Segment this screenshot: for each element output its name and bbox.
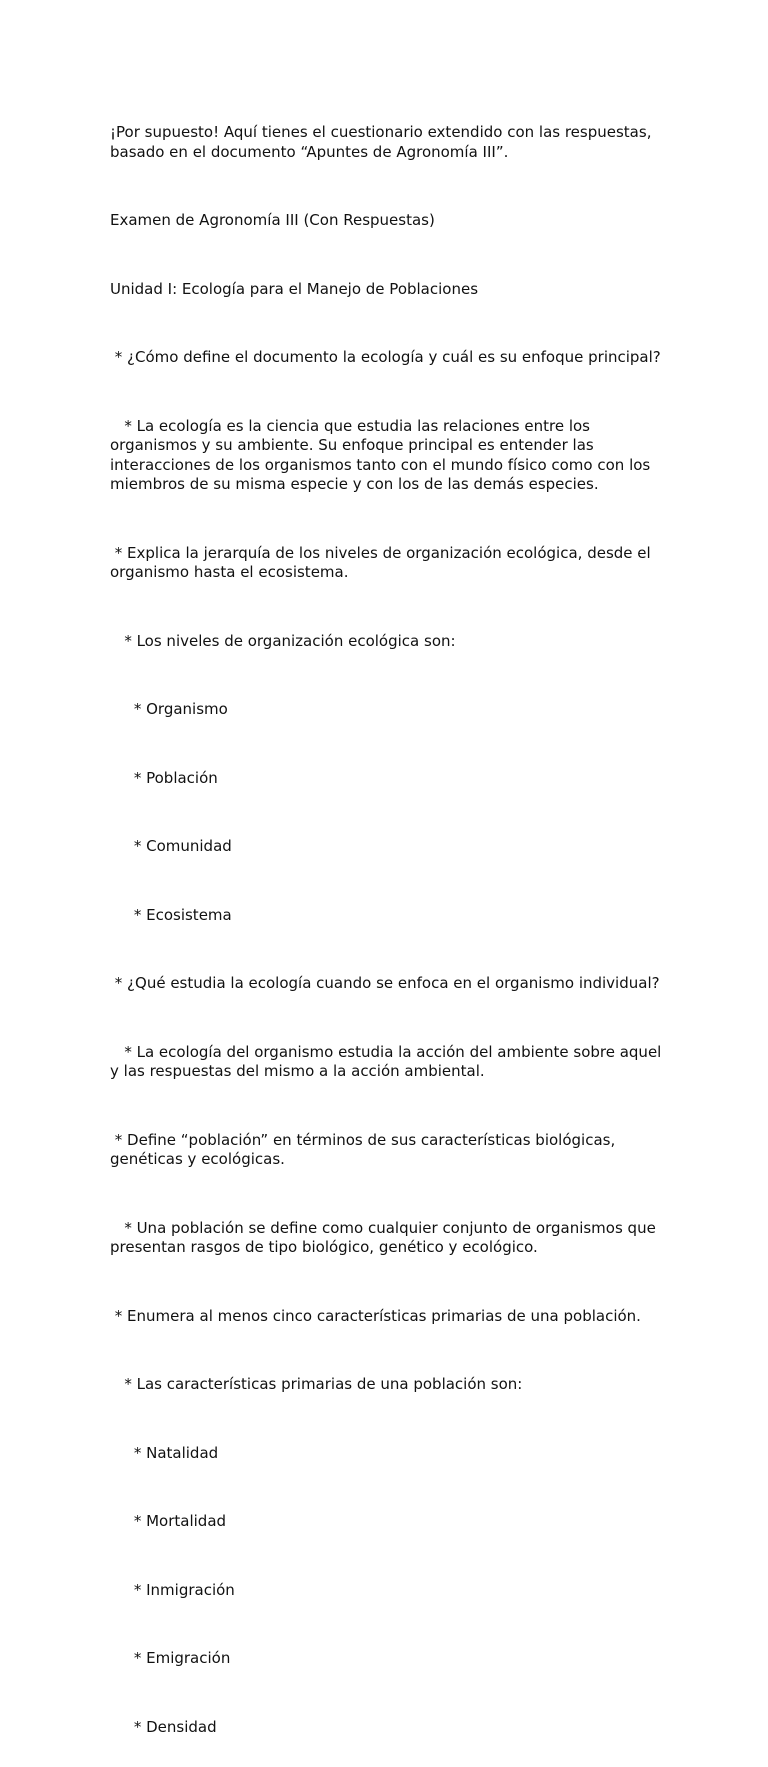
list-item: * Densidad <box>110 1717 217 1736</box>
answer-4: * Una población se define como cualquier conjunto de organismos que presentan rasgos de tipo biológico, genético y ecológico. <box>110 1218 661 1256</box>
document-page <box>110 84 670 1767</box>
question-3: * ¿Qué estudia la ecología cuando se enfoca en el organismo individual? <box>110 974 660 992</box>
list-item: * Población <box>110 768 218 787</box>
list-item: * Inmigración <box>110 1580 235 1599</box>
list-item: * Emigración <box>110 1649 231 1667</box>
answer-1: * La ecología es la ciencia que estudia las relaciones entre los organismos y su ambiente. Su enfoque principal es entender las interacciones de los organismos tanto con el mundo físico como con los miembros de su misma especie y con los de las demás especies. <box>110 416 656 493</box>
question-2: * Explica la jerarquía de los niveles de organización ecológica, desde el organismo hasta el ecosistema. <box>110 543 656 581</box>
answer-5: * Las características primarias de una población son: <box>110 1375 523 1393</box>
list-item: * Natalidad <box>110 1443 219 1462</box>
exam-title: Examen de Agronomía III (Con Respuestas) <box>110 211 435 229</box>
list-item: * Mortalidad <box>110 1512 227 1530</box>
unit-heading: Unidad I: Ecología para el Manejo de Poblaciones <box>110 279 479 298</box>
question-1: * ¿Cómo define el documento la ecología y cuál es su enfoque principal? <box>110 348 661 366</box>
intro-paragraph: ¡Por supuesto! Aquí tienes el cuestionario extendido con las respuestas, basado en el documento “Apuntes de Agronomía III”. <box>110 123 657 161</box>
question-5: * Enumera al menos cinco características primarias de una población. <box>110 1306 641 1325</box>
list-item: * Ecosistema <box>110 905 232 924</box>
list-item: * Comunidad <box>110 837 232 855</box>
answer-2: * Los niveles de organización ecológica son: <box>110 631 456 650</box>
question-4: * Define “población” en términos de sus características biológicas, genéticas y ecológicas. <box>110 1130 621 1168</box>
answer-3: * La ecología del organismo estudia la acción del ambiente sobre aquel y las respuestas del mismo a la acción ambiental. <box>110 1042 667 1080</box>
list-item: * Organismo <box>110 700 228 718</box>
